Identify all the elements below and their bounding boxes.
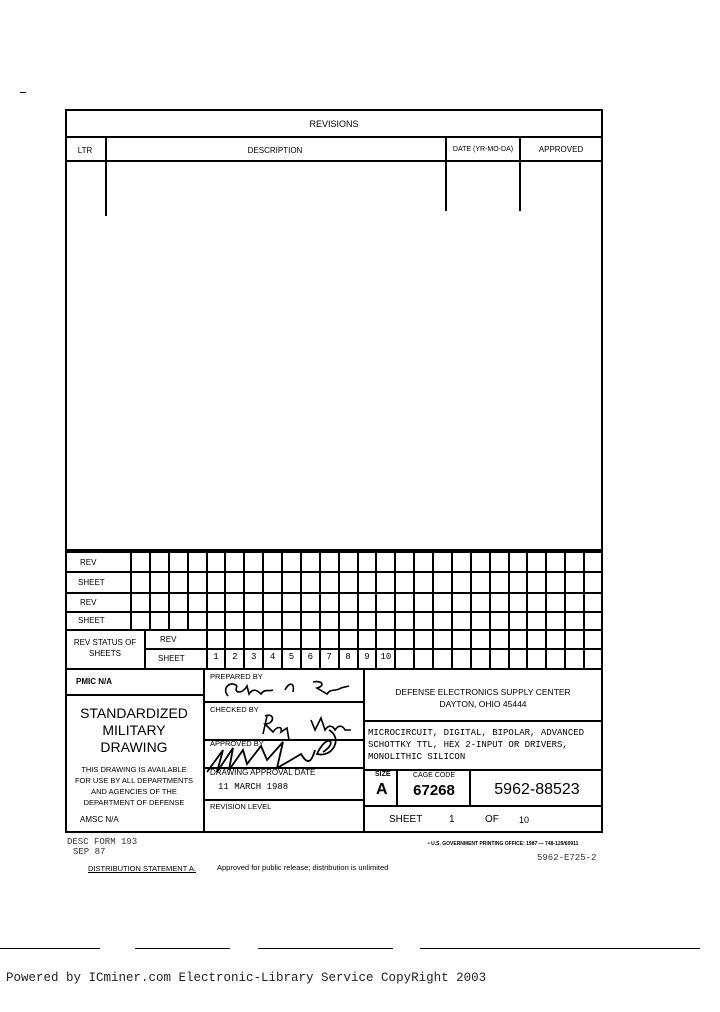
distribution-text: Approved for public release; distribution is unlimited xyxy=(217,863,389,872)
divider xyxy=(363,720,603,722)
drawing-number: 5962-88523 xyxy=(494,781,580,798)
distribution-label: DISTRIBUTION STATEMENT A. xyxy=(88,864,196,873)
scan-line xyxy=(135,948,230,949)
divider xyxy=(363,769,603,771)
grid-cell-column xyxy=(149,551,168,630)
sheet-number-cell: 1 xyxy=(213,652,219,662)
title-line: MICROCIRCUIT, DIGITAL, BIPOLAR, ADVANCED xyxy=(368,728,585,738)
sheet-number-cell: 5 xyxy=(288,652,295,662)
drawing-title xyxy=(368,727,584,763)
grid-cell-column xyxy=(432,551,451,669)
divider xyxy=(363,805,603,807)
col-date: DATE (YR-MO-DA) xyxy=(452,146,514,153)
agency-address: DAYTON, OHIO 45444 xyxy=(439,699,527,709)
status-sheet-label: SHEET xyxy=(158,654,185,663)
grid-cell-column xyxy=(470,551,489,669)
col-ltr: LTR xyxy=(77,146,93,155)
amsc: AMSC N/A xyxy=(80,815,119,824)
grid-cell-column xyxy=(526,551,545,669)
sheet-number-cell: 9 xyxy=(364,652,370,662)
agency xyxy=(363,686,603,710)
size-label: SIZE xyxy=(375,771,391,778)
grid-cell-column xyxy=(394,551,413,669)
note-line: FOR USE BY ALL DEPARTMENTS xyxy=(74,776,194,785)
row-label-rev: REV xyxy=(80,598,97,607)
grid-cell-column xyxy=(508,551,527,669)
note-line: DEPARTMENT OF DEFENSE xyxy=(83,798,185,807)
sheet-number-cell: 4 xyxy=(269,652,276,662)
gpo-note: • U.S. GOVERNMENT PRINTING OFFICE: 1987 — 748-129/60911 xyxy=(428,841,579,847)
scan-line xyxy=(420,948,700,949)
document-code: 5962-E725-2 xyxy=(537,853,597,863)
row-label-sheet: SHEET xyxy=(78,616,105,625)
row-label-sheet: SHEET xyxy=(78,578,105,587)
heading-line: DRAWING xyxy=(100,739,168,755)
divider xyxy=(65,160,603,162)
pmic: PMIC N/A xyxy=(76,677,112,686)
checked-by-label: CHECKED BY xyxy=(210,705,259,714)
grid-cell-column xyxy=(545,551,564,669)
note-line: AND AGENCIES OF THE xyxy=(91,787,177,796)
signatures xyxy=(203,668,364,800)
scan-mark xyxy=(20,92,26,93)
revisions-table xyxy=(65,109,603,551)
grid-cell-column xyxy=(187,551,206,630)
cage-code: 67268 xyxy=(413,782,455,799)
sheet-number-cell: 10 xyxy=(380,652,392,662)
title-line: MONOLITHIC SILICON xyxy=(368,752,466,762)
sheet-number-cell: 6 xyxy=(307,652,314,662)
availability-note xyxy=(65,764,203,808)
sheet-number-cell: 7 xyxy=(326,652,332,662)
approved-by-label: APPROVED BY xyxy=(210,739,264,748)
grid-cell-column xyxy=(130,551,149,630)
of-label: OF xyxy=(485,814,499,825)
prepared-by-label: PREPARED BY xyxy=(210,672,263,681)
standardized-military-drawing xyxy=(65,705,203,756)
sheet-number: 1 xyxy=(449,814,455,825)
grid-cell-column xyxy=(564,551,583,669)
status-rev-label: REV xyxy=(160,635,177,644)
total-sheets: 10 xyxy=(519,815,530,825)
divider xyxy=(65,694,204,696)
col-approved: APPROVED xyxy=(538,145,584,154)
revision-level-label: REVISION LEVEL xyxy=(210,802,272,811)
form-number xyxy=(67,837,137,857)
form-line: SEP 87 xyxy=(73,847,106,857)
sheet-number-cell: 3 xyxy=(251,652,257,662)
divider xyxy=(144,629,146,669)
cage-label: CAGE CODE xyxy=(412,772,455,779)
row-label-rev: REV xyxy=(80,558,97,567)
grid-cell-column xyxy=(583,551,602,669)
scan-line xyxy=(0,948,100,949)
form-line: DESC FORM 193 xyxy=(67,837,138,847)
size: A xyxy=(376,781,388,798)
col-description: DESCRIPTION xyxy=(247,146,303,155)
sheet-number-cell: 2 xyxy=(232,652,238,662)
grid-cell-column xyxy=(489,551,508,669)
grid-cell-column xyxy=(451,551,470,669)
approval-date: 11 MARCH 1988 xyxy=(218,782,289,792)
sheet-number-cell: 8 xyxy=(345,652,351,662)
grid-cell-column xyxy=(168,551,187,630)
title-line: SCHOTTKY TTL, HEX 2-INPUT OR DRIVERS, xyxy=(368,740,568,750)
divider xyxy=(65,136,603,138)
note-line: THIS DRAWING IS AVAILABLE xyxy=(81,765,187,774)
rev-status-label: REV STATUS OF SHEETS xyxy=(73,638,137,658)
heading-line: STANDARDIZED xyxy=(80,705,188,721)
revisions-title: REVISIONS xyxy=(309,119,359,129)
powered-by-footer: Powered by ICminer.com Electronic-Library Service CopyRight 2003 xyxy=(6,971,487,985)
scan-line xyxy=(258,948,393,949)
sheet-label: SHEET xyxy=(389,814,423,825)
approval-date-label: DRAWING APPROVAL DATE xyxy=(210,768,316,777)
grid-cell-column xyxy=(413,551,432,669)
agency-name: DEFENSE ELECTRONICS SUPPLY CENTER xyxy=(395,687,571,697)
heading-line: MILITARY xyxy=(102,722,166,738)
